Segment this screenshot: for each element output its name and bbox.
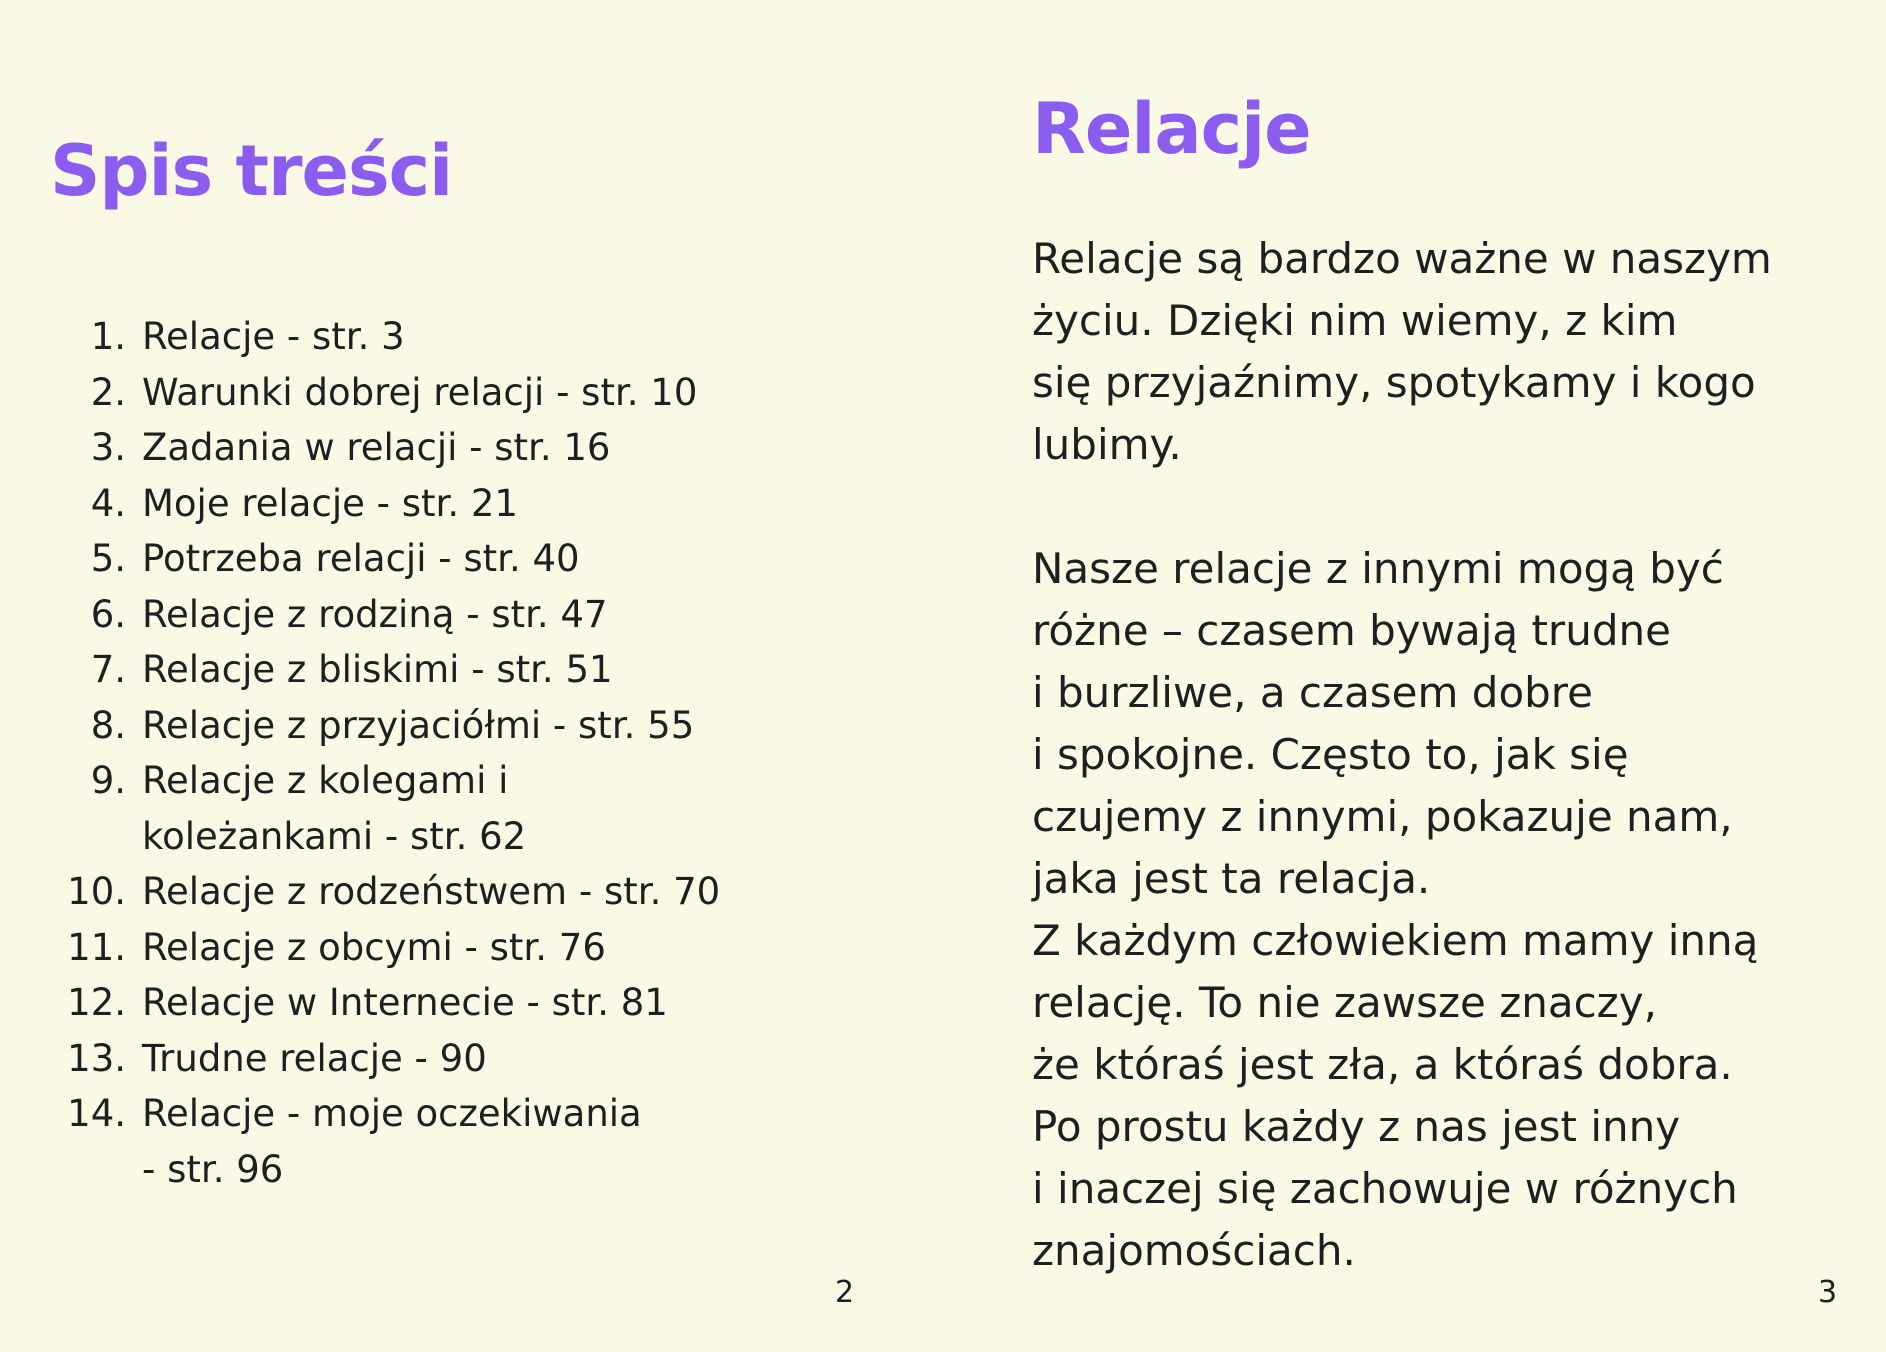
toc-item-number: 10. (67, 870, 126, 913)
toc-item-label: Zadania w relacji - str. 16 (142, 426, 611, 469)
toc-item (52, 476, 812, 532)
toc-item-label: Relacje z obcymi - str. 76 (142, 925, 606, 969)
paragraph-2: Nasze relacje z innymi mogą być różne – czasem bywają trudne i burzliwe, a czasem dobre i spokojne. Często to, jak się czujemy z innymi, pokazuje nam, jaka jest ta relacja. Z każdym człowiekiem mamy inną relację. To nie zawsze znaczy, że któraś jest zła, a któraś dobra. Po prostu każdy z nas jest inny i inaczej się zachowuje w różnych znajomościach. (1032, 544, 1759, 1275)
toc-item-label: Warunki dobrej relacji - str. 10 (142, 370, 698, 414)
section-title: Relacje (1032, 88, 1311, 170)
toc-item (52, 920, 812, 976)
toc-item-number: 14. (67, 1092, 126, 1135)
paragraph-1: Relacje są bardzo ważne w naszym życiu. Dzięki nim wiemy, z kim się przyjaźnimy, spotykamy i kogo lubimy. (1032, 234, 1772, 469)
toc-item (52, 698, 812, 754)
toc-item (52, 753, 812, 864)
toc-item (52, 420, 812, 476)
toc-item-number: 7. (90, 648, 126, 691)
toc-item-label: Relacje z kolegami i koleżankami - str. 62 (142, 759, 527, 858)
toc-item-label: Relacje z przyjaciółmi - str. 55 (142, 703, 695, 747)
toc-item (52, 365, 812, 421)
toc-item-label: Relacje z bliskimi - str. 51 (142, 648, 613, 691)
toc-item-number: 2. (90, 370, 126, 414)
section-body (1032, 228, 1852, 1282)
toc-item-number: 8. (90, 703, 126, 747)
toc-item-label: Potrzeba relacji - str. 40 (142, 537, 580, 580)
toc-item-label: Relacje - moje oczekiwania - str. 96 (142, 1092, 642, 1191)
table-of-contents (52, 309, 812, 1197)
toc-item (52, 1031, 812, 1087)
toc-item (52, 309, 812, 365)
toc-item (52, 531, 812, 587)
toc-item-number: 3. (90, 426, 126, 469)
toc-item-number: 1. (90, 315, 126, 358)
toc-item-number: 9. (90, 759, 126, 802)
toc-item (52, 864, 812, 920)
toc-item-label: Relacje - str. 3 (142, 315, 405, 358)
toc-item-number: 12. (67, 981, 126, 1024)
toc-item-label: Relacje z rodziną - str. 47 (142, 592, 608, 636)
toc-item (52, 1086, 812, 1197)
toc-item-number: 5. (90, 537, 126, 580)
toc-title: Spis treści (50, 130, 453, 212)
page-number-left: 2 (835, 1275, 855, 1310)
toc-item-number: 11. (67, 925, 126, 969)
toc-item-number: 4. (90, 481, 126, 525)
toc-item-number: 13. (67, 1036, 126, 1080)
toc-item (52, 587, 812, 643)
toc-item (52, 975, 812, 1031)
toc-item-label: Relacje z rodzeństwem - str. 70 (142, 870, 721, 913)
toc-item-label: Relacje w Internecie - str. 81 (142, 981, 668, 1024)
right-page (943, 0, 1886, 1352)
toc-item-number: 6. (90, 592, 126, 636)
toc-item-label: Moje relacje - str. 21 (142, 481, 518, 525)
toc-item-label: Trudne relacje - 90 (142, 1036, 487, 1080)
page-number-right: 3 (1818, 1275, 1838, 1310)
toc-item (52, 642, 812, 698)
